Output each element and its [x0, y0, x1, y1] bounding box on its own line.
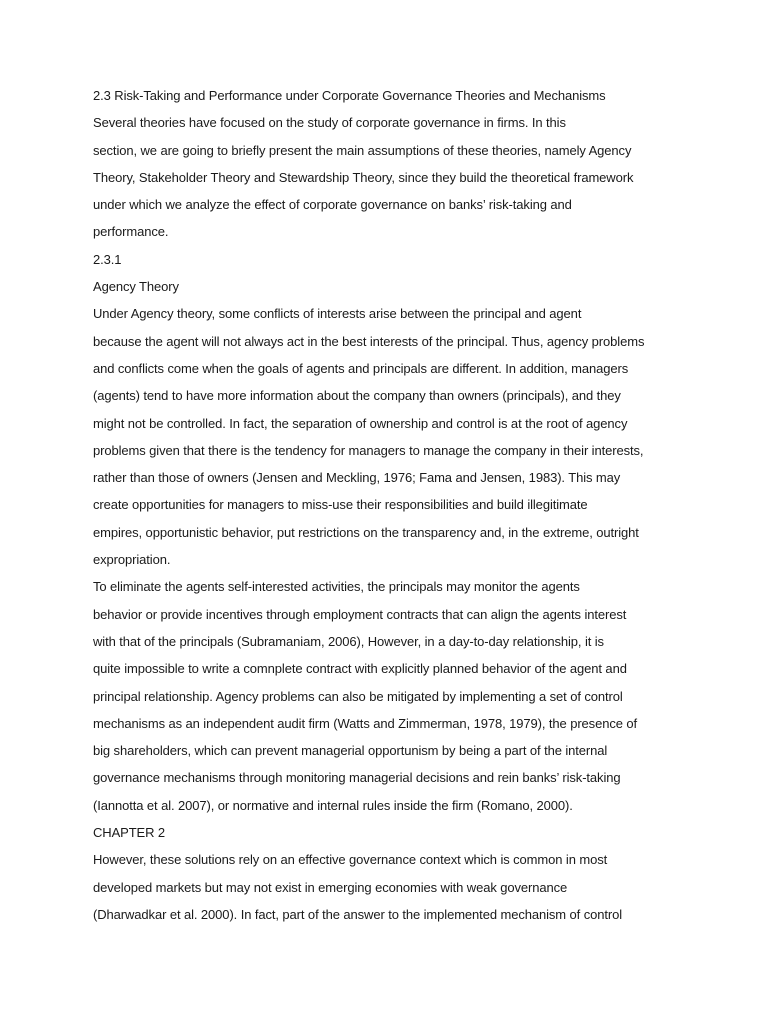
paragraph-line: (Iannotta et al. 2007), or normative and internal rules inside the firm (Romano, 2000).	[93, 797, 573, 813]
paragraph-line: performance.	[93, 224, 169, 240]
paragraph-line: because the agent will not always act in the best interests of the principal. Thus, agency problems	[93, 333, 645, 349]
paragraph-line: behavior or provide incentives through employment contracts that can align the agents interest	[93, 606, 627, 622]
paragraph-line: However, these solutions rely on an effective governance context which is common in most	[93, 852, 608, 868]
subsection-number: 2.3.1	[93, 251, 122, 267]
paragraph-line: (Dharwadkar et al. 2000). In fact, part of the answer to the implemented mechanism of control	[93, 906, 623, 922]
section-heading: 2.3 Risk-Taking and Performance under Corporate Governance Theories and Mechanisms	[93, 88, 606, 103]
paragraph-line: under which we analyze the effect of corporate governance on banks’ risk-taking and	[93, 197, 572, 213]
paragraph-line: problems given that there is the tendency for managers to manage the company in their interests,	[93, 442, 644, 458]
paragraph-line: empires, opportunistic behavior, put restrictions on the transparency and, in the extreme, outright	[93, 524, 639, 540]
subsection-title: Agency Theory	[93, 279, 179, 295]
paragraph-line: with that of the principals (Subramaniam, 2006), However, in a day-to-day relationship, it is	[93, 633, 604, 649]
paragraph-line: To eliminate the agents self-interested activities, the principals may monitor the agents	[93, 579, 580, 595]
paragraph-line: and conflicts come when the goals of agents and principals are different. In addition, managers	[93, 360, 629, 376]
paragraph-line: might not be controlled. In fact, the separation of ownership and control is at the root of agency	[93, 415, 628, 431]
paragraph-line: governance mechanisms through monitoring managerial decisions and rein banks’ risk-taking	[93, 770, 621, 786]
paragraph-line: Under Agency theory, some conflicts of interests arise between the principal and agent	[93, 306, 582, 322]
paragraph-line: (agents) tend to have more information about the company than owners (principals), and they	[93, 388, 621, 404]
chapter-label: CHAPTER 2	[93, 825, 166, 841]
paragraph-line: rather than those of owners (Jensen and Meckling, 1976; Fama and Jensen, 1983). This may	[93, 470, 621, 486]
paragraph-line: create opportunities for managers to miss-use their responsibilities and build illegitimate	[93, 497, 588, 513]
paragraph-line: developed markets but may not exist in emerging economies with weak governance	[93, 879, 568, 895]
paragraph-line: expropriation.	[93, 552, 171, 568]
document-page	[93, 86, 693, 932]
paragraph-line: principal relationship. Agency problems can also be mitigated by implementing a set of control	[93, 688, 623, 704]
paragraph-line: Theory, Stakeholder Theory and Stewardship Theory, since they build the theoretical framework	[93, 169, 634, 185]
paragraph-line: Several theories have focused on the study of corporate governance in firms. In this	[93, 115, 566, 131]
paragraph-line: mechanisms as an independent audit firm (Watts and Zimmerman, 1978, 1979), the presence of	[93, 715, 638, 731]
paragraph-line: quite impossible to write a comnplete contract with explicitly planned behavior of the agent and	[93, 661, 627, 677]
paragraph-line: big shareholders, which can prevent managerial opportunism by being a part of the internal	[93, 743, 608, 759]
paragraph-line: section, we are going to briefly present the main assumptions of these theories, namely Agency	[93, 142, 632, 158]
